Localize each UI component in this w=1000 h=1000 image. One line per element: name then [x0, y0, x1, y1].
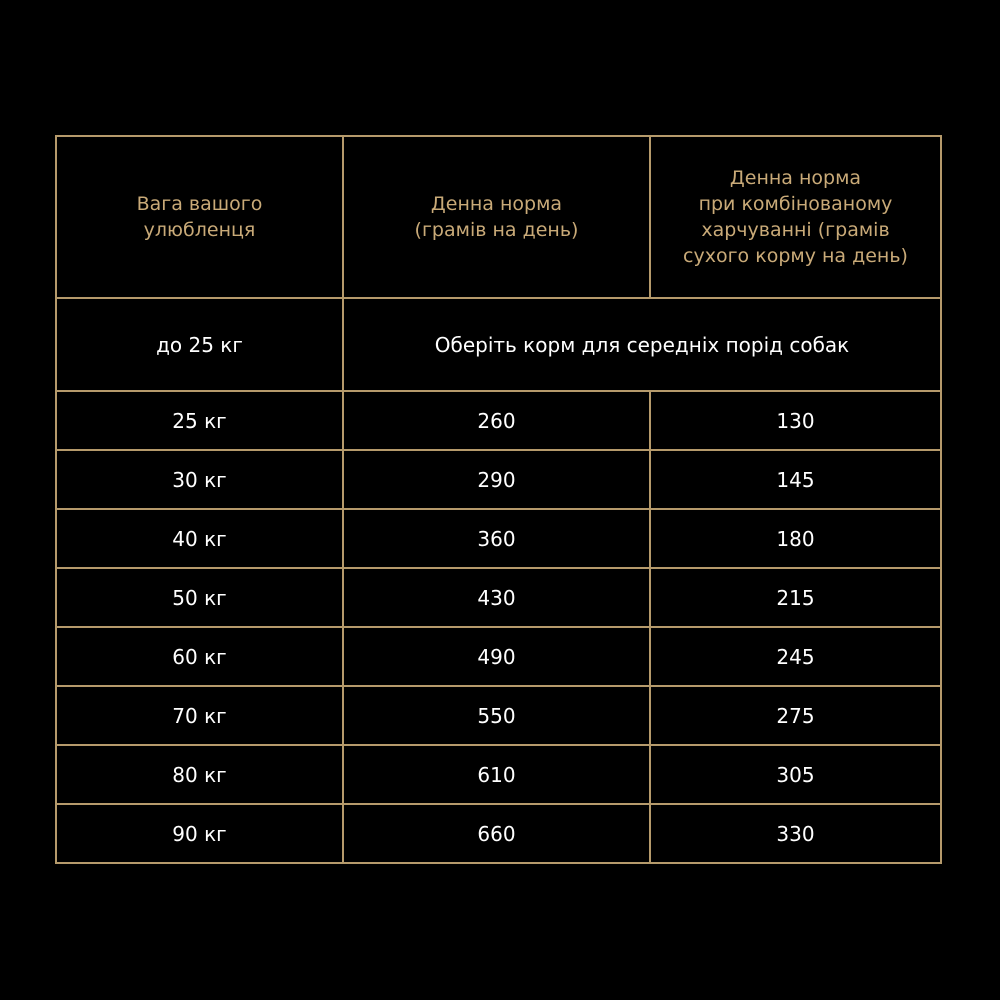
combined-norm-cell: 330 — [650, 804, 941, 863]
daily-norm-cell: 360 — [343, 509, 650, 568]
weight-cell: 60 кг — [56, 627, 343, 686]
combined-norm-cell: 305 — [650, 745, 941, 804]
combined-norm-cell: 215 — [650, 568, 941, 627]
note-weight-cell: до 25 кг — [56, 298, 343, 391]
daily-norm-cell: 290 — [343, 450, 650, 509]
combined-norm-cell: 130 — [650, 391, 941, 450]
note-message-cell: Оберіть корм для середніх порід собак — [343, 298, 941, 391]
table-row — [56, 568, 941, 627]
weight-cell: 25 кг — [56, 391, 343, 450]
table-row — [56, 745, 941, 804]
table-row — [56, 509, 941, 568]
header-weight: Вага вашого улюбленця — [56, 136, 343, 298]
combined-norm-cell: 245 — [650, 627, 941, 686]
daily-norm-cell: 490 — [343, 627, 650, 686]
daily-norm-cell: 260 — [343, 391, 650, 450]
feeding-table — [55, 135, 942, 864]
combined-norm-cell: 145 — [650, 450, 941, 509]
combined-norm-cell: 180 — [650, 509, 941, 568]
weight-cell: 50 кг — [56, 568, 343, 627]
daily-norm-cell: 550 — [343, 686, 650, 745]
table-row — [56, 450, 941, 509]
weight-cell: 90 кг — [56, 804, 343, 863]
table-row — [56, 627, 941, 686]
table-row — [56, 686, 941, 745]
daily-norm-cell: 660 — [343, 804, 650, 863]
weight-cell: 80 кг — [56, 745, 343, 804]
header-daily-norm: Денна норма (грамів на день) — [343, 136, 650, 298]
daily-norm-cell: 430 — [343, 568, 650, 627]
combined-norm-cell: 275 — [650, 686, 941, 745]
weight-cell: 70 кг — [56, 686, 343, 745]
header-combined-norm: Денна норма при комбінованому харчуванні (грамів сухого корму на день) — [650, 136, 941, 298]
table-header-row — [56, 136, 941, 298]
table-row — [56, 804, 941, 863]
table-row — [56, 391, 941, 450]
weight-cell: 30 кг — [56, 450, 343, 509]
weight-cell: 40 кг — [56, 509, 343, 568]
table-note-row — [56, 298, 941, 391]
daily-norm-cell: 610 — [343, 745, 650, 804]
